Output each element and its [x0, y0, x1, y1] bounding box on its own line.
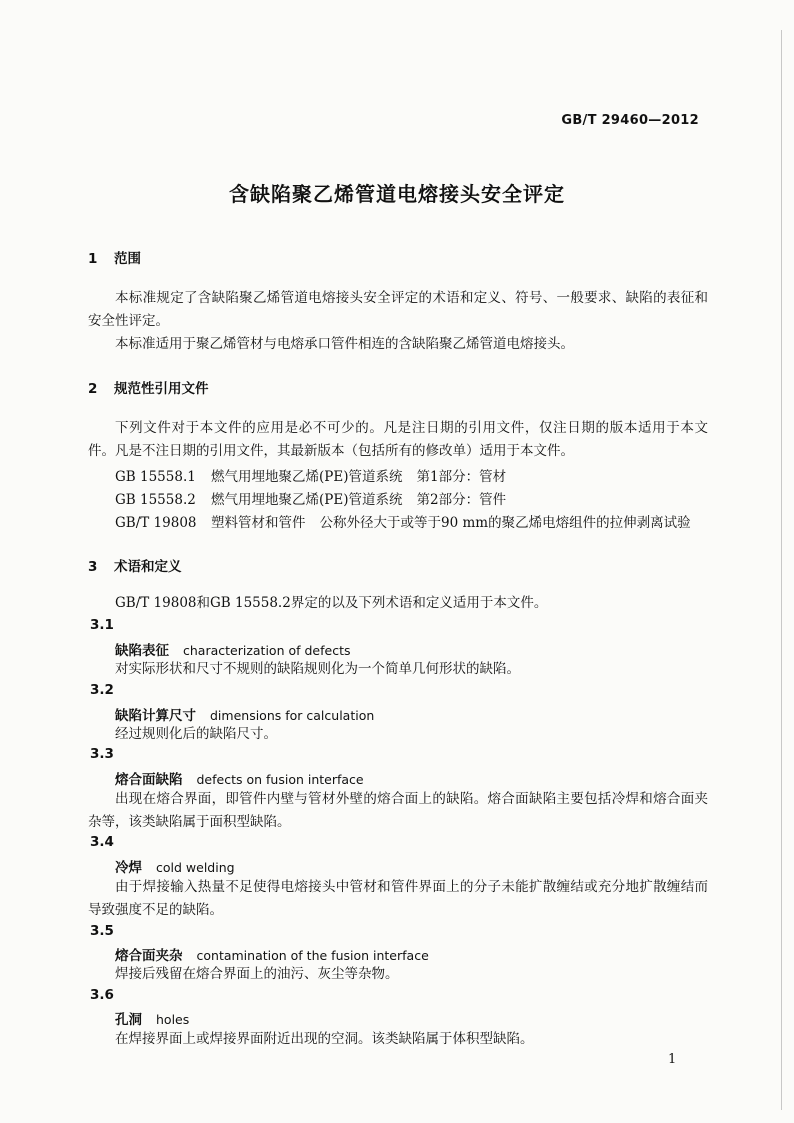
reference-part: 第2部分：管件	[416, 492, 507, 508]
term-zh: 冷焊	[115, 860, 142, 876]
reference-code: GB 15558.2	[115, 492, 196, 508]
term-en: cold welding	[156, 860, 235, 875]
clause-number: 3.1	[90, 617, 114, 633]
term-zh: 缺陷表征	[115, 643, 169, 659]
term-entry	[115, 944, 429, 964]
clause-number: 3.3	[90, 746, 114, 762]
term-definition: 经过规则化后的缺陷尺寸。	[115, 726, 277, 742]
term-en: defects on fusion interface	[196, 772, 364, 787]
section-number: 2	[88, 381, 98, 397]
reference-part: 公称外径大于或等于90 mm的聚乙烯电熔组件的拉伸剥离试验	[319, 515, 691, 531]
term-entry	[115, 1008, 189, 1028]
clause-number: 3.2	[90, 682, 114, 698]
section-2-paragraph: 下列文件对于本文件的应用是必不可少的。凡是注日期的引用文件，仅注日期的版本适用于本文件。凡是不注日期的引用文件，其最新版本（包括所有的修改单）适用于本文件。	[88, 420, 708, 459]
section-3-intro: GB/T 19808和GB 15558.2界定的以及下列术语和定义适用于本文件。	[115, 595, 548, 611]
clause-number: 3.5	[90, 923, 114, 939]
term-zh: 孔洞	[115, 1012, 142, 1028]
term-definition: 出现在熔合界面，即管件内壁与管材外壁的熔合面上的缺陷。熔合面缺陷主要包括冷焊和熔合面夹杂等，该类缺陷属于面积型缺陷。	[88, 791, 708, 830]
term-entry	[115, 704, 374, 724]
section-number: 3	[88, 559, 98, 575]
section-1-heading	[88, 247, 141, 267]
term-definition: 对实际形状和尺寸不规则的缺陷规则化为一个简单几何形状的缺陷。	[115, 661, 520, 677]
section-1-paragraph-1: 本标准规定了含缺陷聚乙烯管道电熔接头安全评定的术语和定义、符号、一般要求、缺陷的表征和安全性评定。	[88, 290, 708, 329]
section-2-heading	[88, 377, 209, 397]
standard-code: GB/T 29460—2012	[561, 113, 699, 128]
term-en: holes	[156, 1012, 190, 1027]
clause-number: 3.4	[90, 834, 114, 850]
term-entry	[115, 768, 364, 788]
term-zh: 熔合面缺陷	[115, 772, 183, 788]
term-definition: 在焊接界面上或焊接界面附近出现的空洞。该类缺陷属于体积型缺陷。	[115, 1031, 534, 1047]
normative-reference	[115, 465, 715, 485]
section-title: 术语和定义	[114, 559, 182, 575]
reference-part: 第1部分：管材	[416, 469, 507, 485]
page-number: 1	[668, 1052, 677, 1067]
term-entry	[115, 639, 351, 659]
reference-title: 塑料管材和管件	[211, 515, 306, 531]
term-zh: 熔合面夹杂	[115, 948, 183, 964]
clause-number: 3.6	[90, 987, 114, 1003]
section-title: 范围	[114, 251, 141, 267]
reference-title: 燃气用埋地聚乙烯(PE)管道系统	[211, 469, 403, 485]
term-definition: 焊接后残留在熔合界面上的油污、灰尘等杂物。	[115, 966, 399, 982]
term-definition: 由于焊接输入热量不足使得电熔接头中管材和管件界面上的分子未能扩散缠结或充分地扩散缠结而导致强度不足的缺陷。	[88, 879, 708, 918]
section-number: 1	[88, 251, 98, 267]
reference-code: GB 15558.1	[115, 469, 196, 485]
term-en: contamination of the fusion interface	[196, 948, 429, 963]
term-en: dimensions for calculation	[210, 708, 375, 723]
section-1-paragraph-2: 本标准适用于聚乙烯管材与电熔承口管件相连的含缺陷聚乙烯管道电熔接头。	[115, 336, 574, 352]
term-en: characterization of defects	[183, 643, 351, 658]
section-title: 规范性引用文件	[114, 381, 209, 397]
normative-reference	[115, 511, 715, 531]
term-zh: 缺陷计算尺寸	[115, 708, 196, 724]
reference-code: GB/T 19808	[115, 515, 197, 531]
normative-reference	[115, 488, 715, 508]
section-3-heading	[88, 555, 182, 575]
term-entry	[115, 856, 235, 876]
reference-title: 燃气用埋地聚乙烯(PE)管道系统	[211, 492, 403, 508]
document-title: 含缺陷聚乙烯管道电熔接头安全评定	[229, 182, 565, 206]
